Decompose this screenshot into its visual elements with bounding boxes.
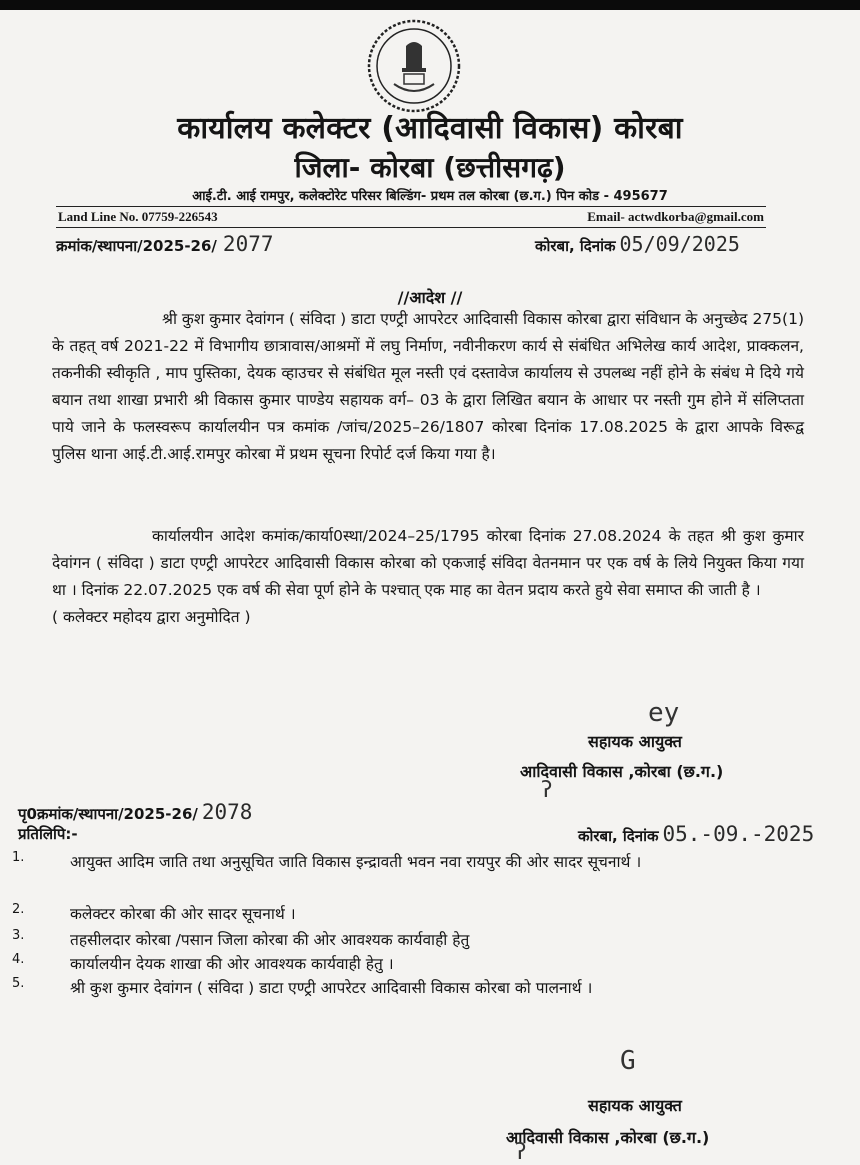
district-title: जिला- कोरबा (छत्तीसगढ़) bbox=[294, 151, 566, 184]
order-paragraph-1: श्री कुश कुमार देवांगन ( संविदा ) डाटा एण्ट्री आपरेटर आदिवासी विकास कोरबा द्वारा संविधान के अनुच्छेद 275(1) के तहत् वर्ष 2021-22 में विभागीय छात्रावास/आश्रमों में लघु निर्माण, नवीनीकरण कार्य से संबंधित अभिलेख कार्य आदेश, प्राक्कलन, तकनीकी स्वीकृति , माप पुस्तिका, देयक व्हाउचर से संबंधित मूल नस्ती एवं दस्तावेज कार्यालय से उपलब्ध नहीं होने के संबंध मे दिये गये बयान तथा शाखा प्रभारी श्री विकास कुमार पाण्डेय सहायक वर्ग– 03 के द्वारा लिखित बयान के आधार पर नस्ती गुम होने में संलिप्तता पाये जाने के फलस्वरूप कार्यालयीन पत्र कमांक /जांच/2025–26/1807 कोरबा दिनांक 17.08.2025 के द्वारा आपके विरूद्व पुलिस थाना आई.टी.आई.रामपुर कोरबा में प्रथम सूचना रिपोर्ट दर्ज किया गया है। bbox=[52, 310, 805, 463]
date-value: 05/09/2025 bbox=[619, 232, 740, 256]
copy-number: 3. bbox=[12, 928, 25, 943]
copy-recipient: कार्यालयीन देयक शाखा की ओर आवश्यक कार्यवाही हेतु । bbox=[70, 955, 394, 973]
email-address: Email- actwdkorba@gmail.com bbox=[587, 209, 764, 224]
top-border bbox=[0, 0, 860, 10]
signatory-designation-2: सहायक आयुक्त bbox=[588, 1096, 682, 1115]
reference-label: क्रमांक/स्थापना/2025-26/ bbox=[56, 237, 217, 255]
signatory-designation-1: सहायक आयुक्त bbox=[588, 732, 682, 751]
endorsement-label: पृ0क्रमांक/स्थापना/2025-26/ bbox=[18, 805, 198, 823]
order-paragraph-2-text: कार्यालयीन आदेश कमांक/कार्या0स्था/2024–25/1795 कोरबा दिनांक 27.08.2024 के तहत श्री कुश कुमार देवांगन ( संविदा ) डाटा एण्ट्री आपरेटर आदिवासी विकास कोरबा को एकजाई संविदा वेतनमान पर एक वर्ष के लिये नियुक्त किया गया था । दिनांक 22.07.2025 एक वर्ष की सेवा पूर्ण होने के पश्चात् एक माह का वेतन प्रदाय करते हुये सेवा समाप्त की जाती है । bbox=[52, 527, 804, 599]
signature-initials-1: ey bbox=[648, 698, 680, 728]
copy-recipient: तहसीलदार कोरबा /पसान जिला कोरबा की ओर आवश्यक कार्यवाही हेतु bbox=[70, 931, 470, 949]
state-emblem-seal-icon bbox=[366, 18, 462, 114]
order-paragraph-2 bbox=[52, 523, 804, 631]
copy-number: 4. bbox=[12, 952, 25, 967]
copy-to-label: प्रतिलिपि:- bbox=[18, 825, 78, 843]
endorsement-number: 2078 bbox=[201, 800, 253, 824]
signature-initials-2: G bbox=[620, 1046, 636, 1076]
landline-number: Land Line No. 07759-226543 bbox=[58, 209, 218, 224]
contact-bar bbox=[56, 206, 766, 228]
copy-recipient: कलेक्टर कोरबा की ओर सादर सूचनार्थ । bbox=[70, 905, 296, 923]
copy-recipient: श्री कुश कुमार देवांगन ( संविदा ) डाटा एण्ट्री आपरेटर आदिवासी विकास कोरबा को पालनार्थ । bbox=[70, 979, 593, 997]
order-reference bbox=[56, 232, 274, 256]
endorsement-date-value: 05.-09.-2025 bbox=[662, 822, 815, 846]
approval-note: ( कलेक्टर महोदय द्वारा अनुमोदित ) bbox=[52, 608, 251, 626]
copy-number: 2. bbox=[12, 902, 25, 917]
copy-number: 5. bbox=[12, 976, 25, 991]
signature-scribble-2: ʔ bbox=[514, 1140, 528, 1165]
office-title: कार्यालय कलेक्टर (आदिवासी विकास) कोरबा bbox=[177, 111, 683, 146]
date-label: कोरबा, दिनांक bbox=[535, 237, 616, 255]
signature-scribble-1: ʔ bbox=[540, 778, 554, 803]
copy-number: 1. bbox=[12, 850, 25, 865]
endorsement-date-label: कोरबा, दिनांक bbox=[578, 827, 659, 845]
reference-number: 2077 bbox=[222, 232, 274, 256]
order-date bbox=[535, 232, 740, 256]
office-address: आई.टी. आई रामपुर, कलेक्टोरेट परिसर बिल्डिंग- प्रथम तल कोरबा (छ.ग.) पिन कोड - 495677 bbox=[192, 189, 668, 204]
copy-recipient: आयुक्त आदिम जाति तथा अनुसूचित जाति विकास इन्द्रावती भवन नवा रायपुर की ओर सादर सूचनार्थ । bbox=[70, 853, 642, 871]
signatory-office-1: आदिवासी विकास ,कोरबा (छ.ग.) bbox=[520, 762, 724, 781]
endorsement-date bbox=[578, 822, 814, 846]
order-heading: //आदेश // bbox=[397, 288, 463, 307]
endorsement-reference bbox=[18, 800, 252, 824]
signatory-office-2: आदिवासी विकास ,कोरबा (छ.ग.) bbox=[506, 1128, 710, 1147]
